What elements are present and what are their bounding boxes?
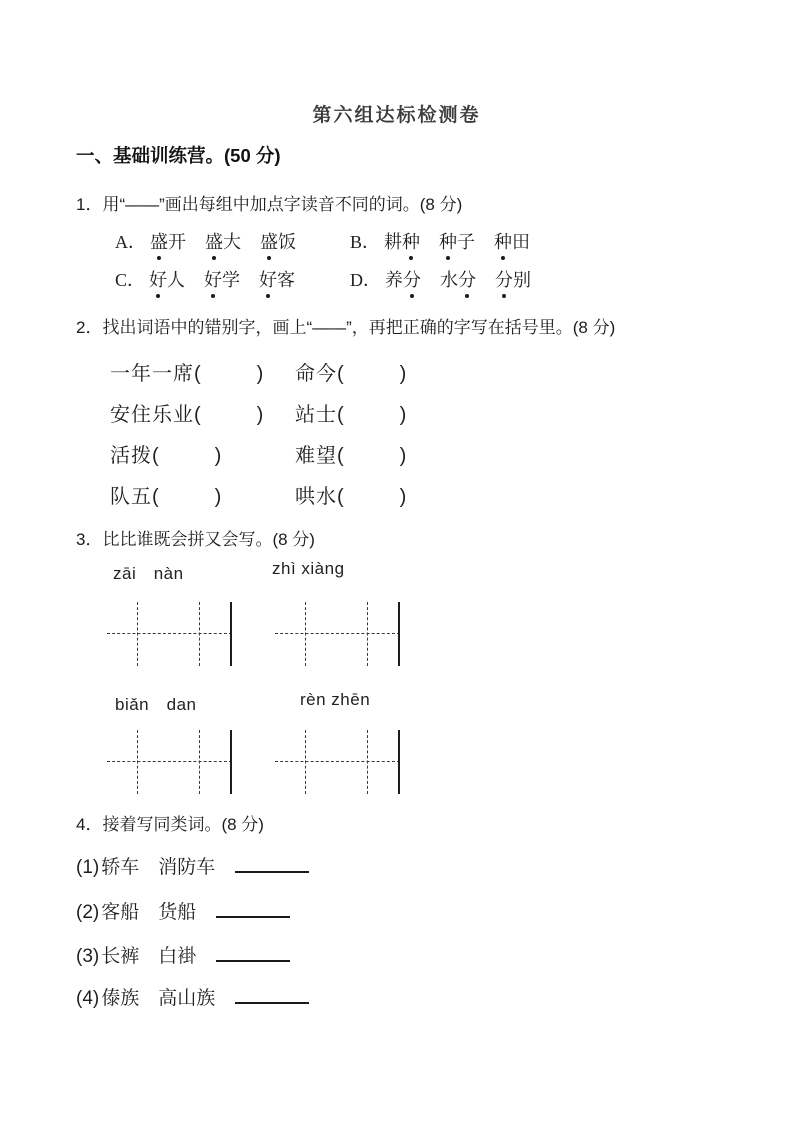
grid-dashed-line xyxy=(275,633,400,634)
option-letter: A． xyxy=(115,232,146,252)
writing-grid xyxy=(275,730,400,794)
close-paren: ) xyxy=(256,404,265,426)
q1-word xyxy=(260,232,296,252)
character: 开 xyxy=(168,232,186,252)
section-heading: 一、基础训练营。(50 分) xyxy=(76,145,281,166)
dotted-character: 分 xyxy=(458,266,476,292)
page-title: 第六组达标检测卷 xyxy=(312,105,481,126)
grid-solid-edge xyxy=(230,730,232,794)
grid-solid-edge xyxy=(398,602,400,666)
q4-item-1 xyxy=(76,852,309,879)
q1-option-b xyxy=(350,228,530,254)
dotted-character: 好 xyxy=(204,266,222,292)
pinyin-label-zai-nan: zāi nàn xyxy=(113,564,184,583)
grid-dashed-line xyxy=(137,730,138,794)
grid-dashed-line xyxy=(367,602,368,666)
q1-word xyxy=(205,232,241,252)
writing-grid xyxy=(107,602,232,666)
dotted-character: 好 xyxy=(259,266,277,292)
q2-word-with-brackets xyxy=(110,439,222,468)
q2-word: 哄水 xyxy=(295,486,337,508)
q2-word: 命今 xyxy=(295,363,337,385)
q4-item-4 xyxy=(76,983,309,1010)
character: 耕 xyxy=(384,232,403,252)
dotted-character: 种 xyxy=(439,228,457,254)
answer-blank-line xyxy=(216,941,290,962)
open-paren: ( xyxy=(152,445,160,467)
grid-solid-edge xyxy=(398,730,400,794)
close-paren: ) xyxy=(214,445,223,467)
grid-dashed-line xyxy=(305,602,306,666)
q2-prompt: 2．找出词语中的错别字，画上“——”，再把正确的字写在括号里。(8 分) xyxy=(76,318,616,337)
q1-word xyxy=(149,270,185,290)
grid-dashed-line xyxy=(137,602,138,666)
answer-blank-line xyxy=(235,852,309,873)
close-paren: ) xyxy=(399,445,408,467)
close-paren: ) xyxy=(399,404,408,426)
q1-option-c xyxy=(115,266,295,292)
q2-word: 安住乐业 xyxy=(110,404,194,426)
close-paren: ) xyxy=(256,363,265,385)
q2-word-with-brackets xyxy=(295,480,407,509)
q2-word-with-brackets xyxy=(295,398,407,427)
q1-word xyxy=(204,270,240,290)
grid-dashed-line xyxy=(275,761,400,762)
open-paren: ( xyxy=(337,363,345,385)
writing-grid xyxy=(275,602,400,666)
grid-dashed-line xyxy=(367,730,368,794)
q1-word xyxy=(259,270,295,290)
q2-word-with-brackets xyxy=(295,357,407,386)
item-words: 傣族 高山族 xyxy=(101,988,216,1009)
open-paren: ( xyxy=(194,404,202,426)
q4-item-2 xyxy=(76,897,290,924)
q2-word-with-brackets xyxy=(110,357,264,386)
q2-word: 队五 xyxy=(110,486,152,508)
q1-word xyxy=(150,232,186,252)
q2-word: 站士 xyxy=(295,404,337,426)
q1-word xyxy=(494,232,530,252)
grid-dashed-line xyxy=(199,602,200,666)
q1-word xyxy=(495,270,531,290)
q2-word-with-brackets xyxy=(295,439,407,468)
dotted-character: 种 xyxy=(402,228,420,254)
dotted-character: 种 xyxy=(494,228,512,254)
dotted-character: 盛 xyxy=(260,228,278,254)
q2-word-with-brackets xyxy=(110,480,222,509)
writing-grid xyxy=(107,730,232,794)
q1-word xyxy=(384,232,420,252)
grid-dashed-line xyxy=(199,730,200,794)
dotted-character: 分 xyxy=(495,266,513,292)
answer-blank-line xyxy=(235,983,309,1004)
open-paren: ( xyxy=(194,363,202,385)
q1-option-a xyxy=(115,228,296,254)
character: 客 xyxy=(277,270,296,290)
character: 人 xyxy=(167,270,186,290)
item-number: (4) xyxy=(76,988,100,1009)
q1-prompt: 1．用“——”画出每组中加点字读音不同的词。(8 分) xyxy=(76,195,463,214)
open-paren: ( xyxy=(337,404,345,426)
dotted-character: 盛 xyxy=(150,228,168,254)
character: 别 xyxy=(513,270,531,290)
option-letter: D． xyxy=(350,270,381,290)
q1-word xyxy=(440,270,476,290)
dotted-character: 好 xyxy=(149,266,167,292)
close-paren: ) xyxy=(399,486,408,508)
open-paren: ( xyxy=(337,445,345,467)
option-letter: B． xyxy=(350,232,381,252)
character: 田 xyxy=(512,232,531,252)
grid-dashed-line xyxy=(305,730,306,794)
character: 水 xyxy=(440,270,458,290)
q1-option-d xyxy=(350,266,531,292)
q4-prompt: 4．接着写同类词。(8 分) xyxy=(76,815,264,834)
item-words: 长裤 白褂 xyxy=(101,946,197,967)
character: 大 xyxy=(223,232,241,252)
pinyin-label-zhi-xiang: zhì xiàng xyxy=(272,559,345,578)
close-paren: ) xyxy=(399,363,408,385)
q1-word xyxy=(439,232,475,252)
character: 养 xyxy=(385,270,403,290)
q2-word: 一年一席 xyxy=(110,363,194,385)
item-number: (3) xyxy=(76,946,100,967)
q2-word: 活拨 xyxy=(110,445,152,467)
dotted-character: 分 xyxy=(403,266,421,292)
item-number: (1) xyxy=(76,857,100,878)
open-paren: ( xyxy=(337,486,345,508)
q4-item-3 xyxy=(76,941,290,968)
pinyin-label-bian-dan: biǎn dan xyxy=(115,695,197,714)
q1-word xyxy=(385,270,421,290)
item-number: (2) xyxy=(76,902,100,923)
dotted-character: 盛 xyxy=(205,228,223,254)
grid-solid-edge xyxy=(230,602,232,666)
q2-word: 难望 xyxy=(295,445,337,467)
character: 学 xyxy=(222,270,241,290)
option-letter: C． xyxy=(115,270,146,290)
item-words: 轿车 消防车 xyxy=(101,857,216,878)
grid-dashed-line xyxy=(107,633,232,634)
answer-blank-line xyxy=(216,897,290,918)
close-paren: ) xyxy=(214,486,223,508)
q3-prompt: 3．比比谁既会拼又会写。(8 分) xyxy=(76,530,315,549)
character: 子 xyxy=(457,232,476,252)
pinyin-label-ren-zhen: rèn zhēn xyxy=(300,690,371,709)
grid-dashed-line xyxy=(107,761,232,762)
q2-word-with-brackets xyxy=(110,398,264,427)
open-paren: ( xyxy=(152,486,160,508)
item-words: 客船 货船 xyxy=(101,902,197,923)
character: 饭 xyxy=(278,232,296,252)
